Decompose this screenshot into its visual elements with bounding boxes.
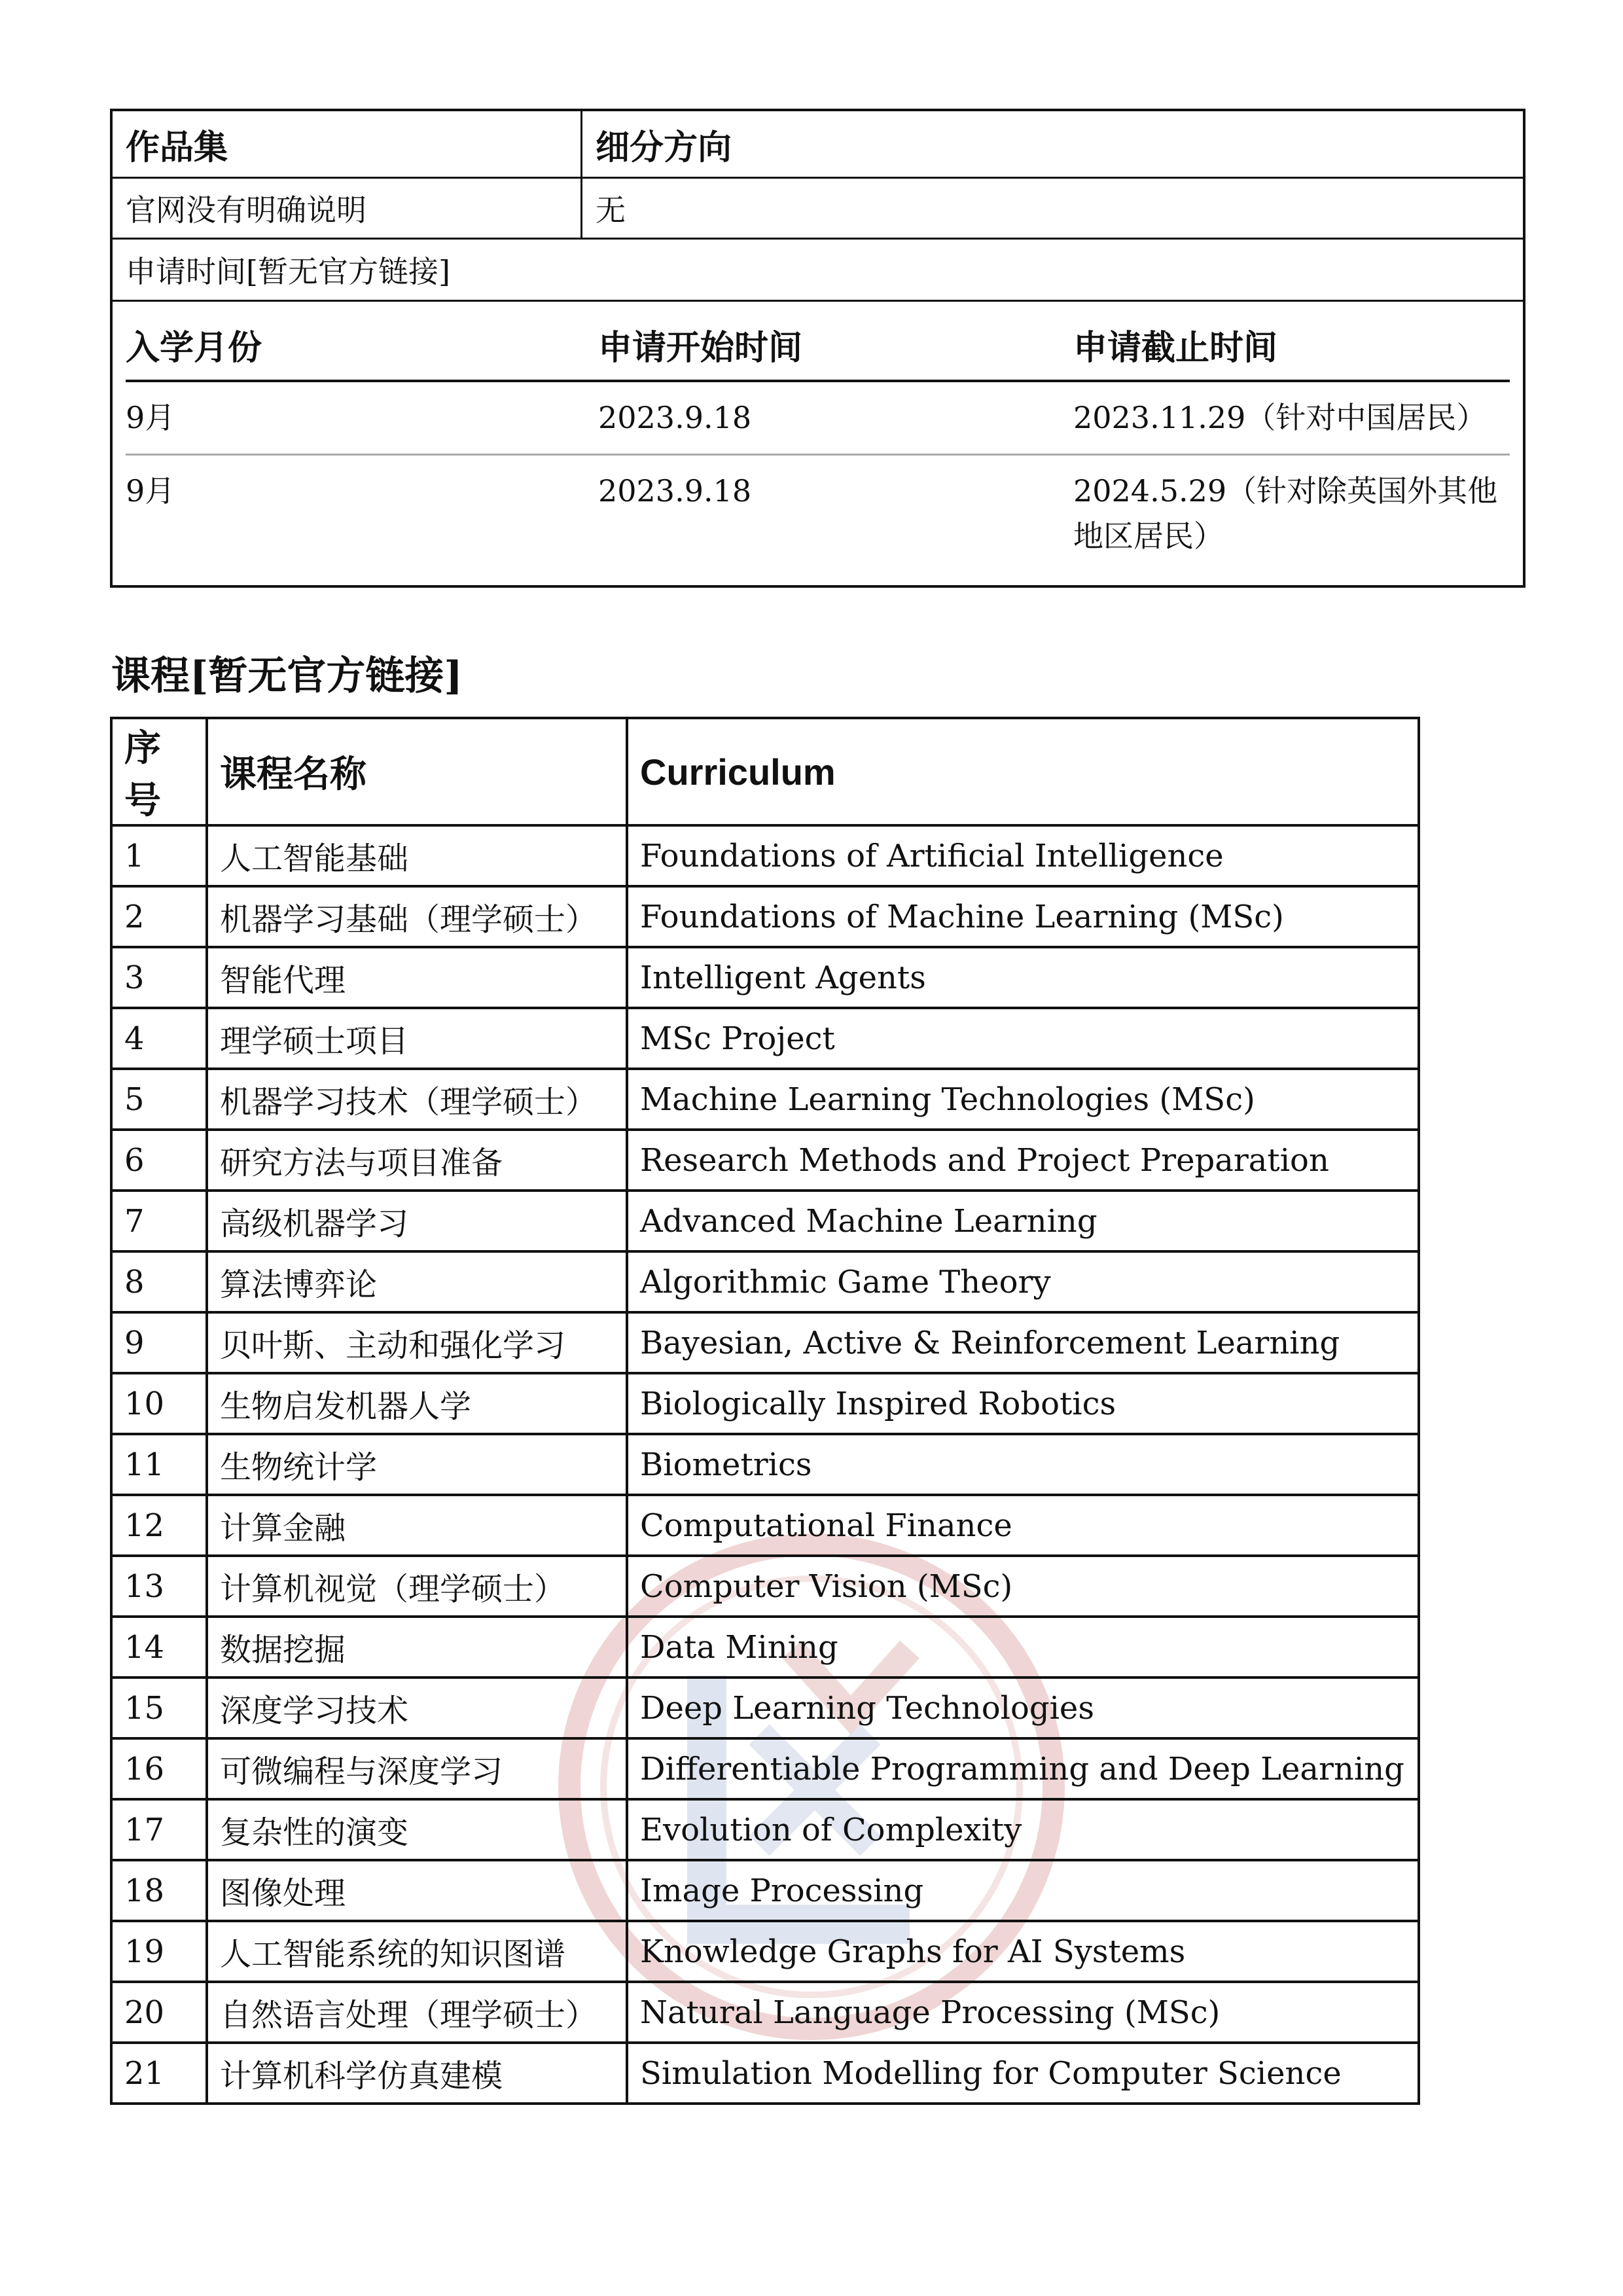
course-name-cn: 可微编程与深度学习	[207, 1738, 627, 1799]
course-number: 7	[111, 1191, 207, 1251]
header-apply-deadline: 申请截止时间	[1073, 314, 1510, 381]
course-number: 19	[111, 1921, 207, 1982]
course-name-en: Machine Learning Technologies (MSc)	[627, 1069, 1419, 1130]
header-apply-start: 申请开始时间	[598, 314, 1073, 381]
table-row	[111, 1191, 1419, 1251]
course-number: 16	[111, 1738, 207, 1799]
apply-start: 2023.9.18	[598, 381, 1073, 455]
course-name-en: Evolution of Complexity	[627, 1799, 1419, 1860]
course-name-cn: 智能代理	[207, 947, 627, 1008]
course-name-cn: 人工智能系统的知识图谱	[207, 1921, 627, 1982]
course-name-en: Foundations of Artificial Intelligence	[627, 825, 1419, 886]
course-name-en: Natural Language Processing (MSc)	[627, 1982, 1419, 2043]
course-name-en: Computer Vision (MSc)	[627, 1556, 1419, 1617]
course-name-cn: 生物启发机器人学	[207, 1373, 627, 1434]
curriculum-title: 课程[暂无官方链接]	[111, 653, 463, 699]
date-row	[126, 381, 1510, 455]
table-row	[111, 1677, 1419, 1738]
course-name-cn: 算法博弈论	[207, 1251, 627, 1312]
course-number: 18	[111, 1860, 207, 1921]
course-number: 1	[111, 825, 207, 886]
course-name-cn: 理学硕士项目	[207, 1008, 627, 1069]
apply-dates-subtable	[113, 302, 1523, 585]
header-intake-month: 入学月份	[126, 314, 598, 381]
apply-start: 2023.9.18	[598, 473, 752, 509]
table-row	[111, 947, 1419, 1008]
course-name-cn: 复杂性的演变	[207, 1799, 627, 1860]
table-row	[111, 1556, 1419, 1617]
table-row	[111, 2043, 1419, 2104]
curriculum-table	[110, 717, 1420, 2105]
course-name-cn: 数据挖掘	[207, 1617, 627, 1677]
course-number: 15	[111, 1677, 207, 1738]
course-number: 9	[111, 1312, 207, 1373]
course-name-en: Advanced Machine Learning	[627, 1191, 1419, 1251]
course-number: 12	[111, 1495, 207, 1556]
table-row	[111, 1312, 1419, 1373]
course-name-cn: 计算机科学仿真建模	[207, 2043, 627, 2104]
portfolio-header: 作品集	[113, 111, 582, 177]
course-number: 10	[111, 1373, 207, 1434]
course-name-en: Research Methods and Project Preparation	[627, 1130, 1419, 1191]
course-name-en: Algorithmic Game Theory	[627, 1251, 1419, 1312]
table-row	[111, 1251, 1419, 1312]
course-name-en: Differentiable Programming and Deep Learning	[627, 1738, 1419, 1799]
intake-month: 9月	[126, 473, 175, 509]
table-row	[111, 1495, 1419, 1556]
table-row	[111, 1860, 1419, 1921]
date-row	[126, 455, 1510, 573]
course-number: 5	[111, 1069, 207, 1130]
course-number: 21	[111, 2043, 207, 2104]
course-name-en: Foundations of Machine Learning (MSc)	[627, 886, 1419, 947]
application-info-table	[110, 109, 1525, 588]
table-row	[111, 825, 1419, 886]
course-number: 3	[111, 947, 207, 1008]
course-name-en: Intelligent Agents	[627, 947, 1419, 1008]
course-name-cn: 计算金融	[207, 1495, 627, 1556]
course-number: 20	[111, 1982, 207, 2043]
header-curriculum: Curriculum	[627, 718, 1419, 825]
table-row	[111, 1921, 1419, 1982]
course-name-cn: 贝叶斯、主动和强化学习	[207, 1312, 627, 1373]
table-row	[111, 1069, 1419, 1130]
course-name-en: Knowledge Graphs for AI Systems	[627, 1921, 1419, 1982]
course-name-cn: 人工智能基础	[207, 825, 627, 886]
curriculum-body	[111, 825, 1419, 2104]
course-name-en: Simulation Modelling for Computer Science	[627, 2043, 1419, 2104]
course-name-en: MSc Project	[627, 1008, 1419, 1069]
course-name-cn: 生物统计学	[207, 1434, 627, 1495]
course-name-en: Deep Learning Technologies	[627, 1677, 1419, 1738]
course-number: 8	[111, 1251, 207, 1312]
table-row	[111, 1434, 1419, 1495]
table-row	[111, 1617, 1419, 1677]
course-number: 17	[111, 1799, 207, 1860]
header-course-name: 课程名称	[207, 718, 627, 825]
course-name-en: Bayesian, Active & Reinforcement Learning	[627, 1312, 1419, 1373]
apply-deadline: 2024.5.29（针对除英国外其他地区居民）	[1073, 473, 1498, 554]
course-number: 6	[111, 1130, 207, 1191]
course-number: 13	[111, 1556, 207, 1617]
course-number: 4	[111, 1008, 207, 1069]
course-name-en: Biologically Inspired Robotics	[627, 1373, 1419, 1434]
apply-time-label: 申请时间[暂无官方链接]	[126, 254, 450, 289]
table-row	[111, 886, 1419, 947]
apply-deadline: 2023.11.29（针对中国居民）	[1073, 381, 1510, 455]
course-name-cn: 机器学习技术（理学硕士）	[207, 1069, 627, 1130]
course-name-en: Data Mining	[627, 1617, 1419, 1677]
table-row	[111, 1008, 1419, 1069]
table-row	[111, 1738, 1419, 1799]
direction-value: 无	[596, 192, 626, 228]
portfolio-value: 官网没有明确说明	[113, 179, 582, 238]
course-name-en: Computational Finance	[627, 1495, 1419, 1556]
course-name-cn: 深度学习技术	[207, 1677, 627, 1738]
course-number: 14	[111, 1617, 207, 1677]
header-number: 序号	[111, 718, 207, 825]
course-number: 11	[111, 1434, 207, 1495]
course-number: 2	[111, 886, 207, 947]
direction-header: 细分方向	[596, 127, 732, 168]
course-name-en: Biometrics	[627, 1434, 1419, 1495]
table-row	[111, 1982, 1419, 2043]
course-name-cn: 研究方法与项目准备	[207, 1130, 627, 1191]
table-row	[111, 1130, 1419, 1191]
course-name-en: Image Processing	[627, 1860, 1419, 1921]
course-name-cn: 计算机视觉（理学硕士）	[207, 1556, 627, 1617]
course-name-cn: 图像处理	[207, 1860, 627, 1921]
table-row	[111, 1799, 1419, 1860]
course-name-cn: 高级机器学习	[207, 1191, 627, 1251]
intake-month: 9月	[126, 381, 598, 455]
course-name-cn: 自然语言处理（理学硕士）	[207, 1982, 627, 2043]
course-name-cn: 机器学习基础（理学硕士）	[207, 886, 627, 947]
table-row	[111, 1373, 1419, 1434]
